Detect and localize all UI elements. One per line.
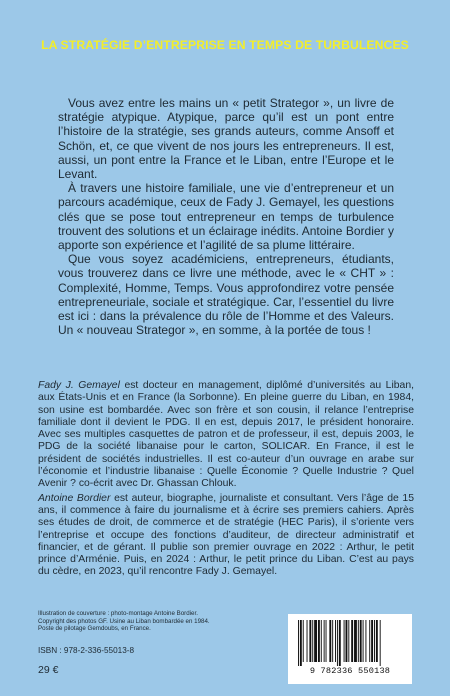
author-name: Antoine Bordier <box>38 492 111 504</box>
barcode <box>288 614 412 684</box>
blurb-paragraph: À travers une histoire familiale, une vie d’entrepreneur et un parcours académique, ceux de Fady J. Gemayel, les questions clés que se pose tout entrepreneur en temps de turbulence trouvent des solutions et un éclairage inédits. Antoine Bordier y apporte son expérience et l’agilité de sa plume littéraire. <box>58 181 394 253</box>
photo-credits <box>38 610 248 633</box>
author-bio-text: est auteur, biographe, journaliste et consultant. Vers l’âge de 15 ans, il commence à faire du journalisme et à écrire ses premiers cahiers. Après ses études de droit, de commerce et de stratégie (HEC Paris), il s’oriente vers l’entreprise et occupe des fonctions d’auditeur, de directeur administratif et financier, et de gérant. Il publie son premier ouvrage en 2022 : Arthur, le petit prince d’Arménie. Puis, en 2024 : Arthur, le petit prince du Liban. C’est au pays du cèdre, en 2023, qu’il rencontre Fady J. Gemayel. <box>38 492 414 578</box>
isbn-number: ISBN : 978-2-336-55013-8 <box>38 646 135 655</box>
barcode-digits: 9 782336 550138 <box>309 666 391 676</box>
credit-line: Copyright des photos GF. Usine au Liban bombardée en 1984. <box>38 617 210 625</box>
author-bio <box>38 493 414 579</box>
barcode-bars <box>298 620 402 666</box>
author-bio <box>38 380 414 491</box>
credit-line: Illustration de couverture : photo-montage Antoine Bordier. <box>38 610 198 617</box>
author-name: Fady J. Gemayel <box>38 380 120 391</box>
credit-line: Poste de pilotage Gemdoubs, en France. <box>38 625 151 633</box>
blurb-text <box>58 96 394 337</box>
author-bios <box>38 380 414 581</box>
blurb-paragraph: Que vous soyez académiciens, entrepreneurs, étudiants, vous trouverez dans ce livre une méthode, avec le « CHT » : Complexité, Homme, Temps. Vous approfondirez votre pensée entrepreneuriale, sociale et stratégique. Car, l’essentiel du livre est ici : dans la prévalence du rôle de l’Homme et des Valeurs. Un « nouveau Strategor », en somme, à la portée de tous ! <box>58 252 394 338</box>
cover-title: LA STRATÉGIE D’ENTREPRISE EN TEMPS DE TURBULENCES <box>41 38 409 52</box>
price: 29 € <box>38 664 59 676</box>
author-bio-text: est docteur en management, diplômé d’universités au Liban, aux États-Unis et en France (la Sorbonne). En pleine guerre du Liban, en 1984, son usine est bombardée. Avec son frère et son cousin, il relance l’entreprise familiale dont il devient le PDG. Il en est, depuis 2017, le président honoraire. Avec ses multiples casquettes de patron et de professeur, il est, depuis 2003, le PDG de la société libanaise pour le carton, SOLICAR. En France, il est le président de sociétés industrielles. Il est co-auteur d’un ouvrage en arabe sur l’économie et l’industrie libanaise : Quelle Économie ? Quelle Industrie ? Quel Avenir ? co-écrit avec Dr. Ghassan Chlouk. <box>38 380 414 490</box>
blurb-paragraph: Vous avez entre les mains un « petit Strategor », un livre de stratégie atypique. Atypique, parce qu’il est un pont entre l’histoire de la stratégie, ses grands auteurs, comme Ansoff et Schön, et, ce que vivent de nos jours les entrepreneurs. Il est, aussi, un pont entre la France et le Liban, entre l’Europe et le Levant. <box>58 96 394 182</box>
